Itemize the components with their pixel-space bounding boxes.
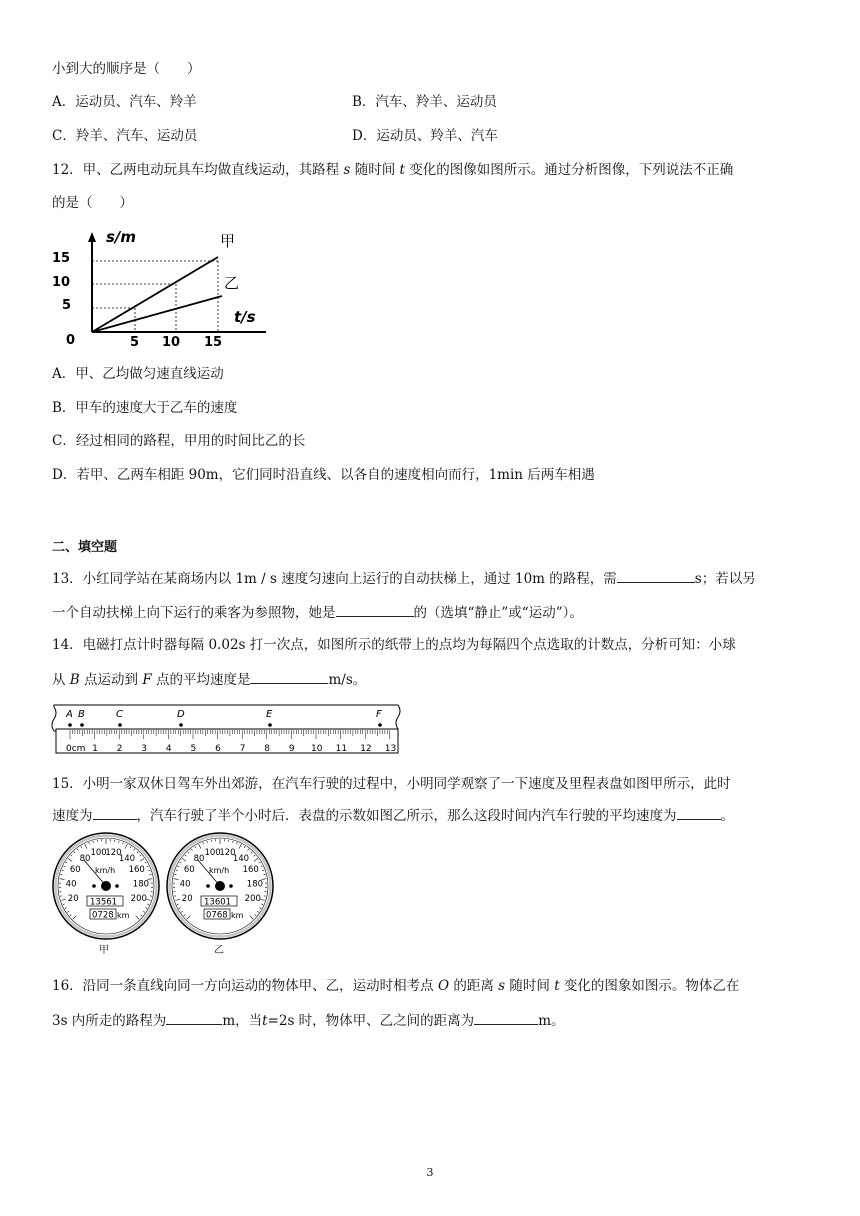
q11-option-d: D．运动员、羚羊、汽车 bbox=[352, 128, 498, 144]
y-tick-10: 10 bbox=[52, 275, 71, 290]
gauge-unit: km/h bbox=[95, 866, 116, 875]
q12-option-b: B．甲车的速度大于乙车的速度 bbox=[52, 400, 238, 416]
gauge-mark: 20 bbox=[181, 894, 193, 905]
gauge-mark: 200 bbox=[130, 894, 147, 905]
q15-line2: 速度为 ，汽车行驶了半个小时后．表盘的示数如图乙所示，那么这段时间内汽车行驶的平均速度为 。 bbox=[52, 805, 734, 825]
q14-line1: 14．电磁打点计时器每隔 0.02s 打一次点，如图所示的纸带上的点均为每隔四个点选取的计数点，分析可知：小球 bbox=[52, 637, 736, 653]
gauge-mark: 120 bbox=[219, 847, 236, 858]
trip-meter: 0768 bbox=[206, 910, 228, 921]
gauge-mark: 160 bbox=[128, 865, 145, 876]
ruler-number: 3 bbox=[141, 744, 148, 754]
ruler-number: 2 bbox=[116, 744, 123, 754]
gauge-mark: 180 bbox=[132, 879, 150, 890]
origin-label: 0 bbox=[66, 333, 76, 348]
q13-line2: 一个自动扶梯上向下运行的乘客为参照物，她是 的（选填“静止”或“运动”）。 bbox=[52, 602, 583, 622]
point-a: A bbox=[66, 709, 73, 720]
q12-option-a: A．甲、乙均做匀速直线运动 bbox=[52, 366, 224, 382]
ruler-number: 8 bbox=[264, 744, 271, 754]
point-f: F bbox=[376, 709, 382, 720]
ruler-number: 11 bbox=[335, 744, 348, 754]
ruler-number: 4 bbox=[165, 744, 172, 754]
ruler-number: 9 bbox=[288, 744, 295, 754]
q13-line1: 13．小红同学站在某商场内以 1m / s 速度匀速向上运行的自动扶梯上，通过 10m 的路程，需 s；若以另 bbox=[52, 568, 756, 588]
gauge-mark: 180 bbox=[246, 879, 264, 890]
line-yi bbox=[92, 296, 222, 332]
gauge-mark: 200 bbox=[244, 894, 261, 905]
q11-option-a: A．运动员、汽车、羚羊 bbox=[52, 94, 197, 110]
gauge-mark: 60 bbox=[69, 865, 81, 876]
x-tick-15: 15 bbox=[204, 335, 223, 350]
q16-line2: 3s 内所走的路程为 m，当t=2s 时，物体甲、乙之间的距离为 m。 bbox=[52, 1010, 565, 1030]
gauge-mark: 140 bbox=[232, 853, 250, 864]
y-tick-5: 5 bbox=[62, 298, 72, 313]
gauge-mark: 20 bbox=[67, 894, 79, 905]
gauge-mark: 120 bbox=[105, 847, 122, 858]
ruler-number: 10 bbox=[311, 744, 323, 754]
q14-line2: 从 B 点运动到 F 点的平均速度是 m/s。 bbox=[52, 669, 366, 689]
gauge-mark: 60 bbox=[183, 865, 195, 876]
point-e: E bbox=[266, 709, 273, 720]
ruler-unit: 0cm bbox=[66, 744, 86, 754]
odometer: 13561 bbox=[90, 897, 118, 908]
km-label: km bbox=[231, 911, 244, 920]
gauge-mark: 160 bbox=[242, 865, 259, 876]
section-heading: 二、填空题 bbox=[52, 540, 118, 555]
ruler-number: 12 bbox=[360, 744, 372, 754]
ruler-number: 1 bbox=[92, 744, 98, 754]
q16-line1: 16．沿同一条直线向同一方向运动的物体甲、乙，运动时相考点 O 的距离 s 随时间 t 变化的图象如图示。物体乙在 bbox=[52, 978, 740, 994]
gauge-label-jia: 甲 bbox=[99, 945, 109, 956]
gauge-mark: 140 bbox=[118, 853, 136, 864]
q12-stem-line1: 12．甲、乙两电动玩具车均做直线运动，其路程 s 随时间 t 变化的图像如图所示。通过分析图像，下列说法不正确 bbox=[52, 162, 734, 178]
ruler-number: 6 bbox=[215, 744, 221, 754]
ruler-number: 5 bbox=[190, 744, 197, 754]
ruler-number: 7 bbox=[239, 744, 246, 754]
q12-stem-line2: 的是（ ） bbox=[52, 195, 133, 211]
gauge-mark: 80 bbox=[193, 853, 205, 864]
q15-speedometer-jia bbox=[50, 830, 162, 942]
line-jia bbox=[92, 257, 218, 332]
odometer: 13601 bbox=[204, 897, 232, 908]
page-number: 3 bbox=[426, 1166, 434, 1179]
line-yi-label: 乙 bbox=[224, 274, 240, 292]
x-tick-5: 5 bbox=[130, 335, 140, 350]
trip-meter: 0728 bbox=[92, 910, 114, 921]
gauge-mark: 40 bbox=[65, 879, 77, 890]
q11-option-c: C．羚羊、汽车、运动员 bbox=[52, 128, 198, 144]
x-tick-10: 10 bbox=[162, 335, 181, 350]
q15-line1: 15．小明一家双休日驾车外出郊游，在汽车行驶的过程中，小明同学观察了一下速度及里程表盘如图甲所示，此时 bbox=[52, 776, 731, 792]
km-label: km bbox=[117, 911, 130, 920]
gauge-mark: 100 bbox=[90, 847, 107, 858]
y-tick-15: 15 bbox=[52, 251, 71, 266]
q12-st-graph bbox=[48, 224, 288, 350]
ruler-number: 13 bbox=[384, 744, 397, 754]
gauge-mark: 40 bbox=[179, 879, 191, 890]
gauge-mark: 100 bbox=[204, 847, 221, 858]
q12-option-c: C．经过相同的路程，甲用的时间比乙的长 bbox=[52, 433, 306, 449]
q11-continuation: 小到大的顺序是（ ） bbox=[52, 61, 201, 77]
q15-speedometer-yi bbox=[164, 830, 276, 942]
point-b: B bbox=[78, 709, 85, 720]
point-c: C bbox=[116, 709, 123, 720]
q14-tape-ruler bbox=[50, 703, 406, 755]
axis-y-label: s/m bbox=[106, 228, 137, 246]
gauge-label-yi: 乙 bbox=[214, 945, 224, 956]
line-jia-label: 甲 bbox=[220, 232, 236, 250]
gauge-unit: km/h bbox=[209, 866, 230, 875]
gauge-mark: 80 bbox=[79, 853, 91, 864]
q12-option-d: D．若甲、乙两车相距 90m，它们同时沿直线、以各自的速度相向而行，1min 后两车相遇 bbox=[52, 467, 595, 483]
q11-option-b: B．汽车、羚羊、运动员 bbox=[352, 94, 497, 110]
axis-x-label: t/s bbox=[234, 308, 256, 326]
point-d: D bbox=[177, 709, 185, 720]
